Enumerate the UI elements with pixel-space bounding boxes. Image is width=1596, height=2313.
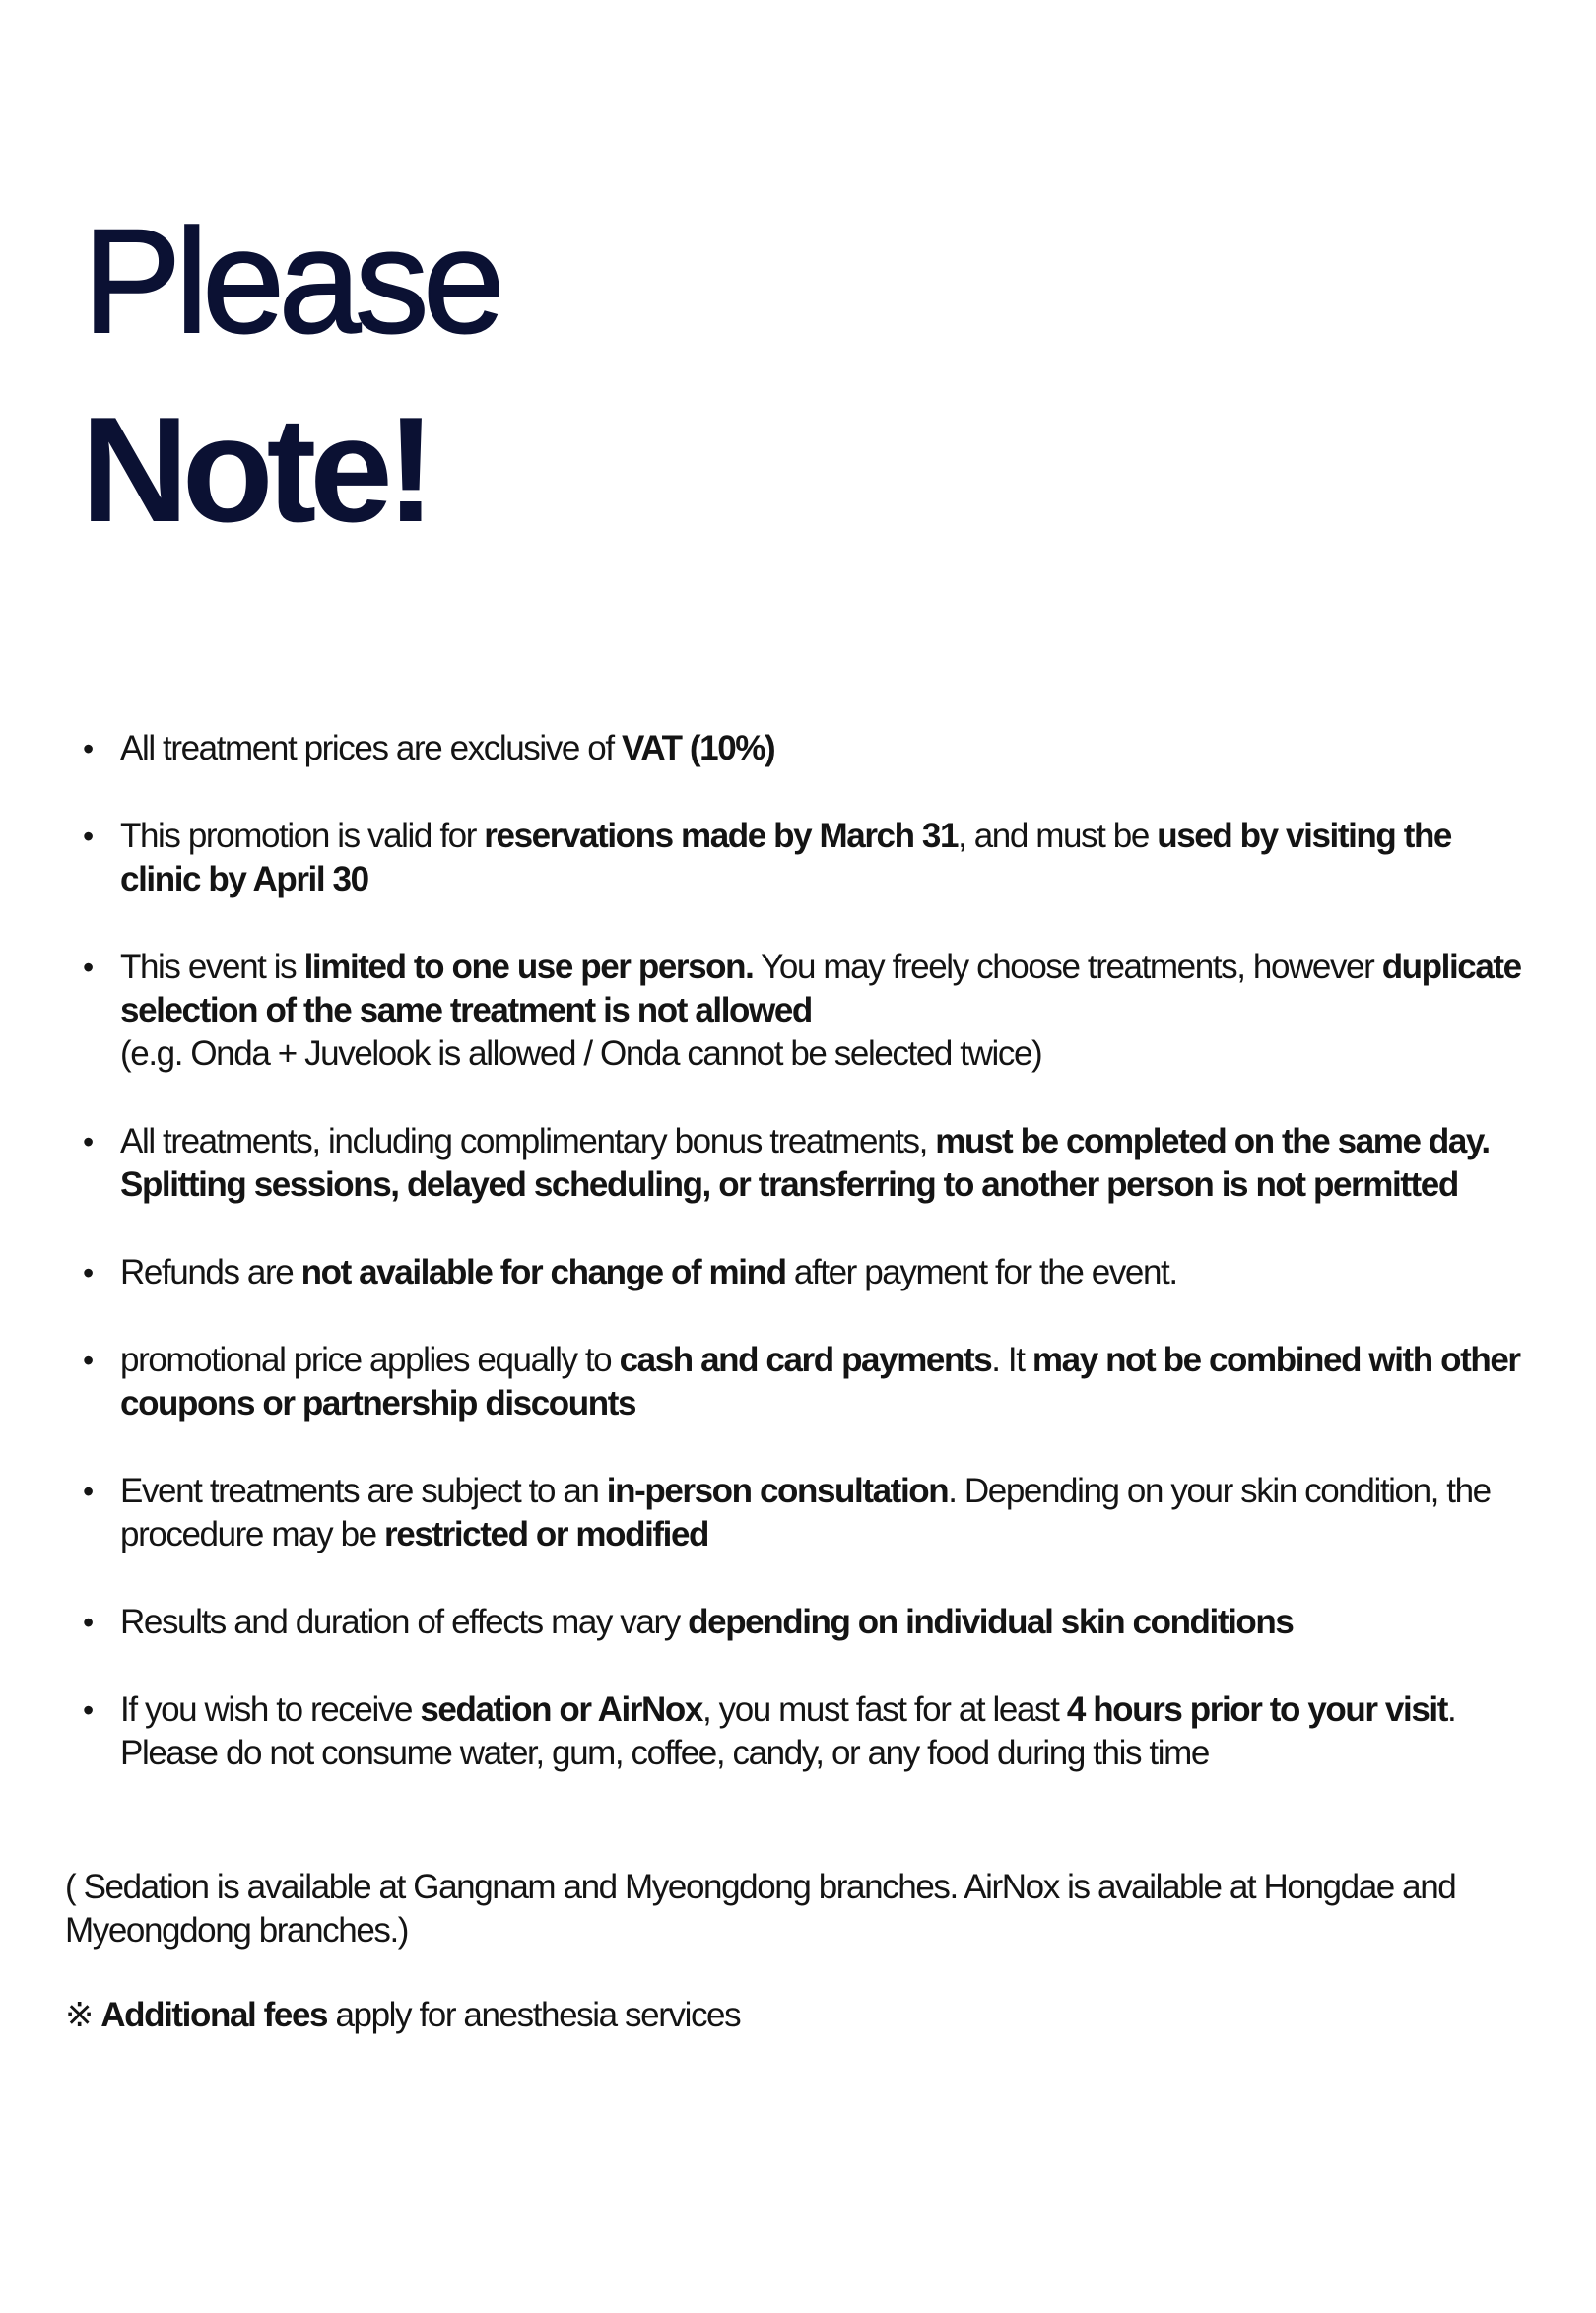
note-emphasis: VAT (10%) bbox=[621, 729, 775, 767]
note-emphasis: not available for change of mind bbox=[300, 1253, 786, 1291]
additional-fees-note bbox=[65, 1994, 1533, 2037]
note-text: , and must be bbox=[958, 817, 1158, 855]
branch-availability-note: ( Sedation is available at Gangnam and Myeongdong branches. AirNox is available at Hongdae and Myeongdong branches.) bbox=[65, 1868, 1456, 1950]
bullet-icon: • bbox=[83, 731, 93, 766]
note-emphasis: used by visiting the clinic by April 30 bbox=[120, 817, 1451, 898]
note-emphasis: must be completed on the same day. Splitting sessions, delayed scheduling, or transferring to another person is not permitted bbox=[120, 1122, 1490, 1204]
title-please: Please bbox=[83, 198, 499, 363]
bullet-icon: • bbox=[83, 1605, 93, 1640]
bullet-icon: • bbox=[83, 1343, 93, 1378]
note-emphasis: limited to one use per person. bbox=[303, 948, 754, 986]
note-same-day bbox=[83, 1120, 1521, 1207]
note-text: Refunds are bbox=[120, 1253, 301, 1291]
note-text: If you wish to receive bbox=[120, 1690, 421, 1729]
note-text: promotional price applies equally to bbox=[120, 1341, 620, 1379]
title-note: Note! bbox=[81, 386, 430, 554]
note-text: All treatment prices are exclusive of bbox=[120, 729, 622, 767]
note-emphasis: duplicate selection of the same treatment is not allowed bbox=[120, 948, 1521, 1029]
notes-list bbox=[83, 727, 1521, 1819]
reference-mark-icon: ※ bbox=[65, 1996, 101, 2034]
note-one-use bbox=[83, 946, 1521, 1076]
note-emphasis: 4 hours prior to your visit bbox=[1066, 1690, 1447, 1729]
note-validity bbox=[83, 815, 1521, 901]
note-text: This event is bbox=[120, 948, 304, 986]
note-refunds bbox=[83, 1251, 1521, 1294]
note-sedation bbox=[83, 1688, 1521, 1775]
note-emphasis: restricted or modified bbox=[384, 1515, 709, 1553]
note-text: This promotion is valid for bbox=[120, 817, 485, 855]
fees-text: apply for anesthesia services bbox=[327, 1996, 741, 2034]
bullet-icon: • bbox=[83, 1255, 93, 1290]
note-emphasis: depending on individual skin conditions bbox=[688, 1603, 1294, 1641]
note-text: . Depending on your skin condition, the procedure may be bbox=[120, 1472, 1491, 1553]
bullet-icon: • bbox=[83, 950, 93, 985]
note-text: Results and duration of effects may vary bbox=[120, 1603, 689, 1641]
bullet-icon: • bbox=[83, 1474, 93, 1509]
note-emphasis: reservations made by March 31 bbox=[484, 817, 959, 855]
bullet-icon: • bbox=[83, 819, 93, 854]
note-payment bbox=[83, 1339, 1521, 1425]
note-text: , you must fast for at least bbox=[701, 1690, 1067, 1729]
note-emphasis: may not be combined with other coupons or partnership discounts bbox=[120, 1341, 1520, 1422]
note-text: . It bbox=[991, 1341, 1032, 1379]
note-consultation bbox=[83, 1470, 1521, 1556]
note-results bbox=[83, 1601, 1521, 1644]
bullet-icon: • bbox=[83, 1124, 93, 1159]
note-text: after payment for the event. bbox=[785, 1253, 1177, 1291]
note-text: All treatments, including complimentary bonus treatments, bbox=[120, 1122, 936, 1160]
note-vat bbox=[83, 727, 1521, 770]
note-example: (e.g. Onda + Juvelook is allowed / Onda cannot be selected twice) bbox=[120, 1034, 1042, 1073]
note-text: You may freely choose treatments, however bbox=[753, 948, 1382, 986]
note-emphasis: cash and card payments bbox=[619, 1341, 992, 1379]
note-emphasis: sedation or AirNox bbox=[420, 1690, 702, 1729]
note-text: Event treatments are subject to an bbox=[120, 1472, 607, 1510]
note-emphasis: in-person consultation bbox=[606, 1472, 949, 1510]
bullet-icon: • bbox=[83, 1692, 93, 1728]
fees-emphasis: Additional fees bbox=[100, 1996, 328, 2034]
note-text: . Please do not consume water, gum, coffee, candy, or any food during this time bbox=[120, 1690, 1456, 1772]
